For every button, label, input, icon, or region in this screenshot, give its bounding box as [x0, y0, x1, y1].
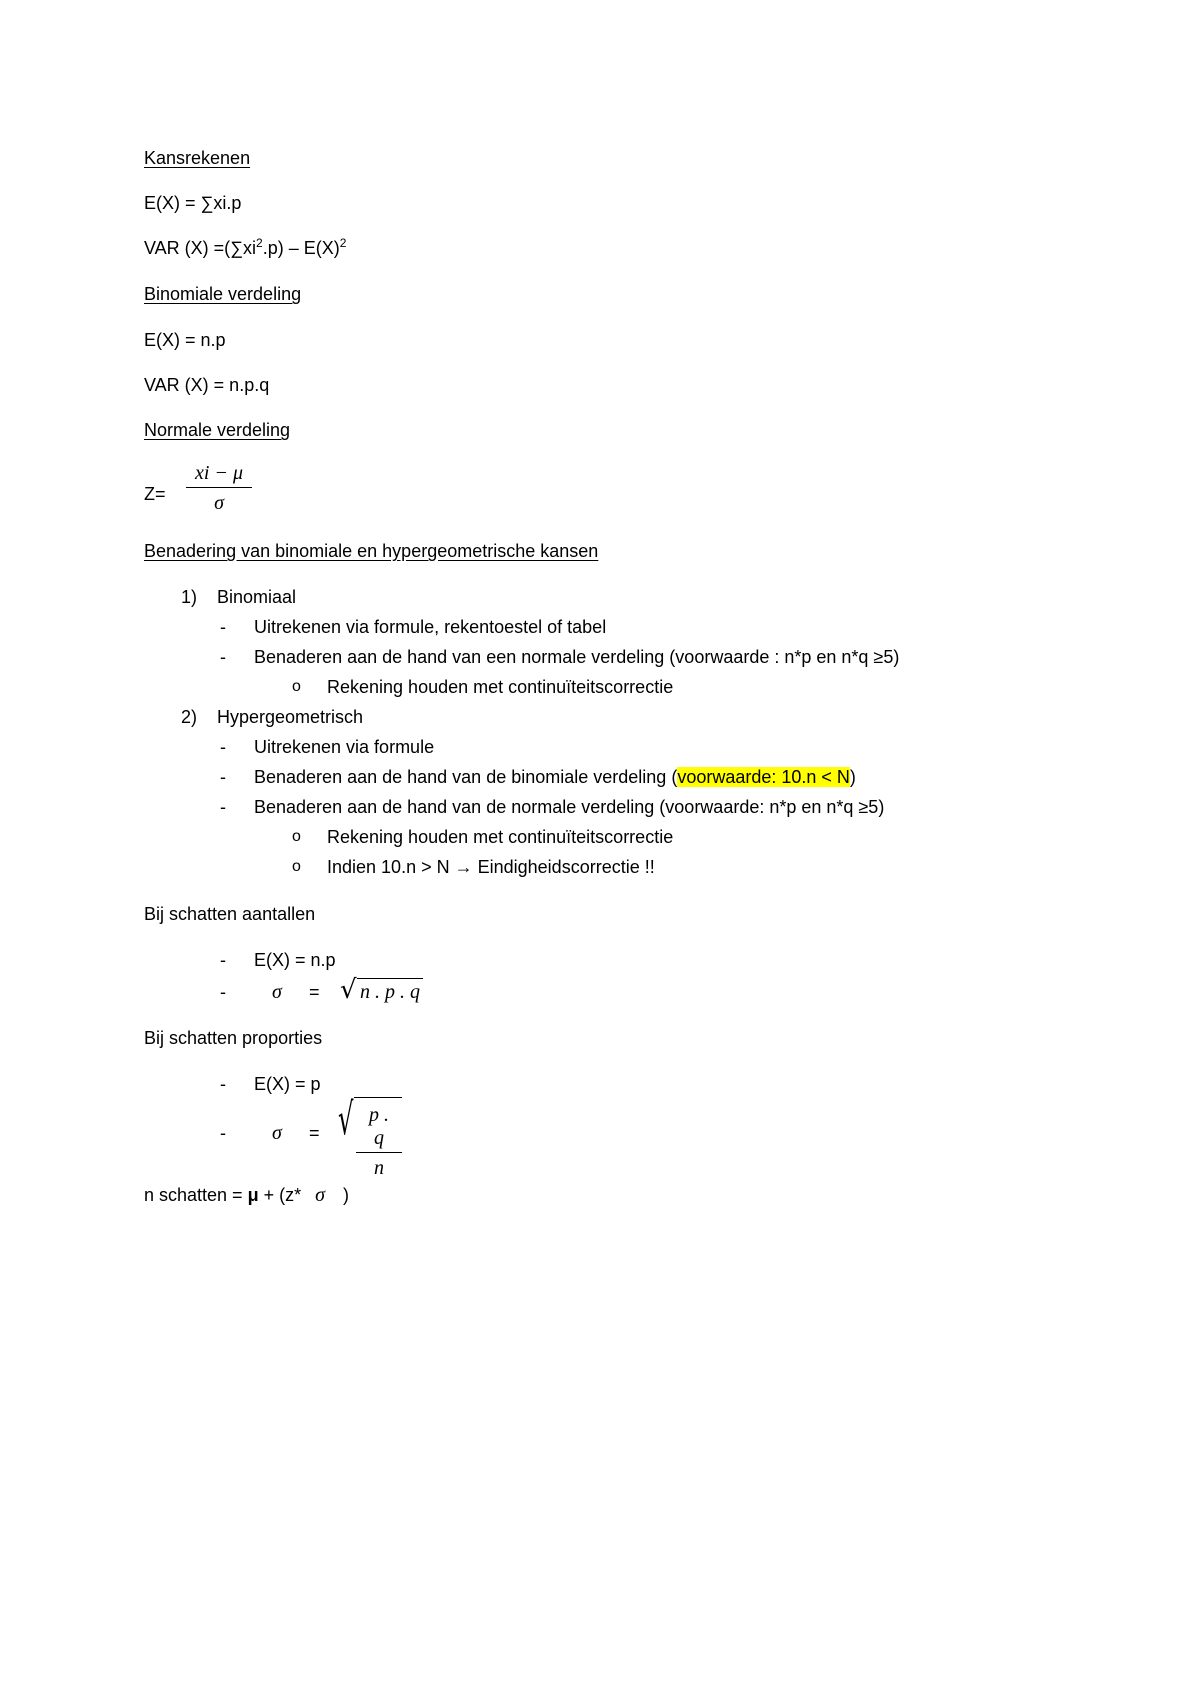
hyper-calc: Uitrekenen via formule: [254, 737, 435, 757]
mu-symbol: μ: [247, 1185, 259, 1205]
heading-estimate-proportions: Bij schatten proporties: [144, 1028, 323, 1048]
hyper-continuity: Rekening houden met continuïteitscorrectie: [327, 827, 674, 847]
dash: -: [220, 982, 226, 1002]
highlight-condition: voorwaarde: 10.n < N: [677, 767, 850, 787]
proportions-denominator: n: [374, 1157, 384, 1179]
dash: -: [220, 737, 226, 757]
bullet: o: [292, 678, 301, 695]
counts-radicand: n . p . q: [360, 981, 420, 1003]
hyper-normal-approx: Benaderen aan de hand van de normale verdeling (voorwaarde: n*p en n*q ≥5): [254, 797, 885, 817]
dash: -: [220, 1123, 226, 1143]
formula-binomial-expectation: E(X) = n.p: [144, 330, 226, 350]
proportions-fraction: [356, 1104, 402, 1180]
arrow-right-icon: →: [454, 857, 473, 877]
hyper-finite-correction: Indien 10.n > N → Eindigheidscorrectie !!: [327, 857, 655, 877]
proportions-expectation: E(X) = p: [254, 1074, 321, 1094]
dash: -: [220, 617, 226, 637]
heading-estimate-counts: Bij schatten aantallen: [144, 904, 316, 924]
binomiaal-normal-approx: Benaderen aan de hand van een normale verdeling (voorwaarde : n*p en n*q ≥5): [254, 647, 900, 667]
heading-approximation: Benadering van binomiale en hypergeometrische kansen: [144, 541, 599, 561]
proportions-equals: =: [309, 1123, 320, 1143]
heading-kansrekenen: Kansrekenen: [144, 148, 251, 168]
binomiaal-calc: Uitrekenen via formule, rekentoestel of tabel: [254, 617, 607, 637]
proportions-sigma: σ: [272, 1122, 282, 1144]
list-number-1: 1): [181, 587, 198, 607]
item-binomiaal: Binomiaal: [217, 587, 297, 607]
dash: -: [220, 767, 226, 787]
z-fraction: [186, 462, 252, 515]
heading-binomial: Binomiale verdeling: [144, 284, 302, 304]
item-hypergeometrisch: Hypergeometrisch: [217, 707, 364, 727]
square-root-icon: √: [338, 1094, 354, 1145]
dash: -: [220, 950, 226, 970]
dash: -: [220, 647, 226, 667]
counts-equals: =: [309, 982, 320, 1002]
z-numerator: xi − μ: [186, 462, 252, 488]
radical-bar: [354, 1097, 402, 1098]
formula-variance: VAR $(X) =(\sum xi^2.p) - E(X)^2$: [144, 236, 347, 258]
formula-binomial-variance: VAR (X) = n.p.q: [144, 375, 270, 395]
n-estimate-sigma: σ: [315, 1184, 325, 1206]
z-label: Z=: [144, 484, 166, 504]
z-denominator: σ: [214, 492, 224, 514]
formula-n-estimate: n schatten = μ + (z* σ ): [144, 1184, 349, 1206]
hyper-binomial-approx: Benaderen aan de hand van de binomiale verdeling (voorwaarde: 10.n < N): [254, 767, 856, 787]
square-root-icon: √: [340, 975, 357, 1005]
list-number-2: 2): [181, 707, 198, 727]
bullet: o: [292, 828, 301, 845]
dash: -: [220, 797, 226, 817]
formula-expectation: E(X) = ∑xi.p: [144, 193, 242, 213]
dash: -: [220, 1074, 226, 1094]
binomiaal-continuity: Rekening houden met continuïteitscorrectie: [327, 677, 674, 697]
bullet: o: [292, 858, 301, 875]
counts-expectation: E(X) = n.p: [254, 950, 336, 970]
counts-sigma: σ: [272, 981, 282, 1003]
heading-normal: Normale verdeling: [144, 420, 291, 440]
radical-bar: [357, 978, 423, 979]
proportions-numerator: p . q: [356, 1104, 402, 1153]
